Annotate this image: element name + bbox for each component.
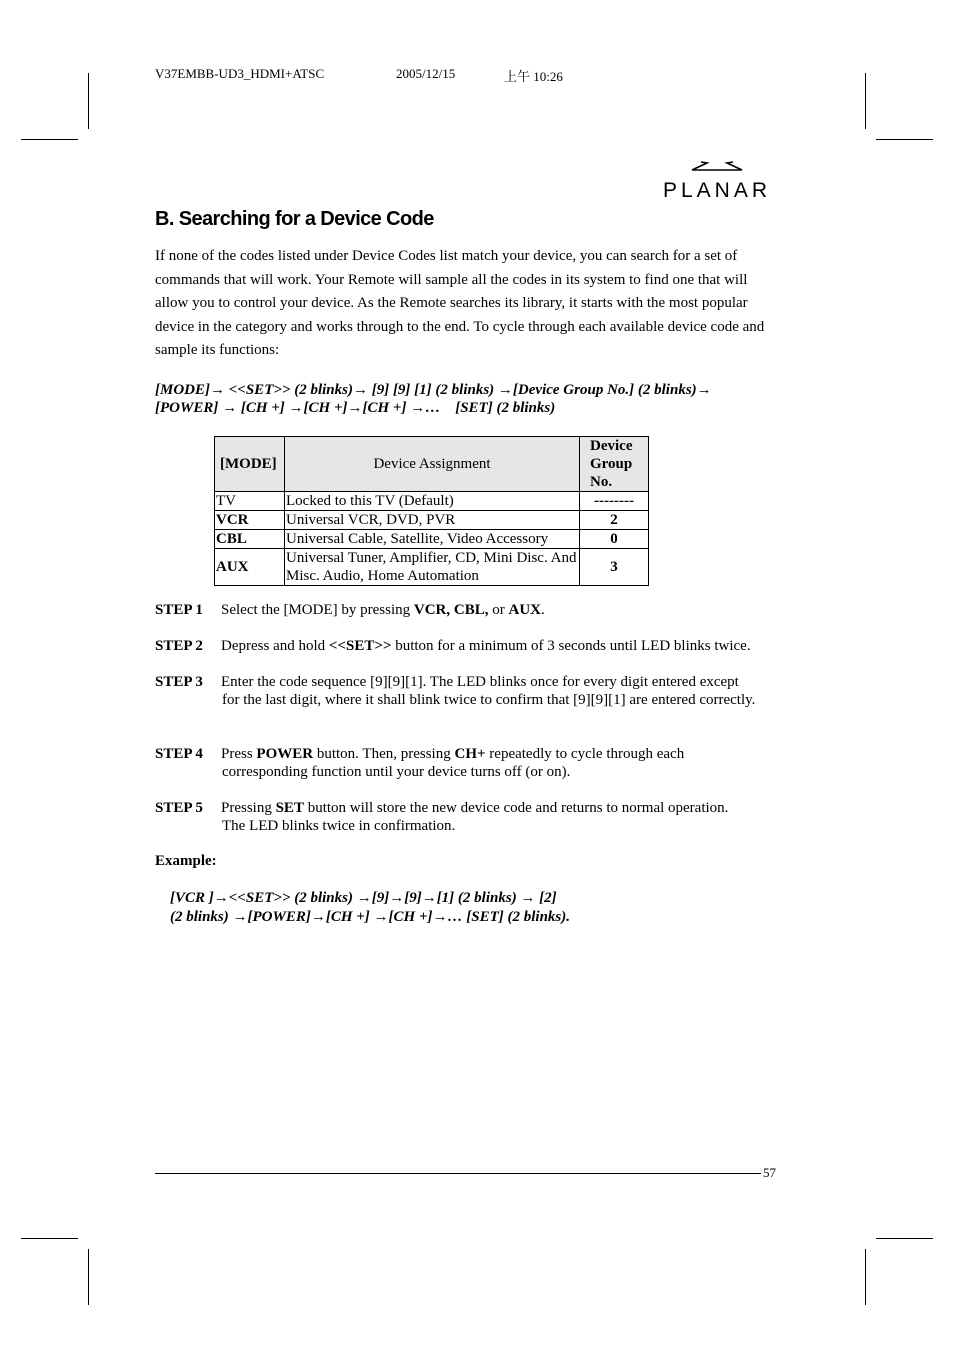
table-row <box>215 530 649 549</box>
step-continuation: The LED blinks twice in confirmation. <box>222 818 456 834</box>
step-label: STEP 4 <box>155 746 203 762</box>
sequence-line-2: [POWER] → [CH +] →[CH +]→[CH +] →… [SET] (2 blinks) <box>155 400 556 416</box>
step-5: STEP 5 Pressing SET button will store the new device code and returns to normal operation. The LED blinks twice in confirmation. <box>155 799 780 835</box>
step-label: STEP 1 <box>155 602 203 618</box>
header-group: Device Group No. <box>580 437 649 492</box>
step-label: STEP 2 <box>155 638 203 654</box>
step-3: STEP 3 Enter the code sequence [9][9][1]. The LED blinks once for every digit entered except for the last digit, where it shall blink twice to confirm that [9][9][1] are entered correctly. <box>155 673 780 709</box>
table-row <box>215 549 649 586</box>
crop-mark <box>876 1238 933 1239</box>
example-line-1: [VCR ]→<<SET>> (2 blinks) →[9]→[9]→[1] (2 blinks) → [2] <box>170 890 557 906</box>
intro-paragraph: If none of the codes listed under Device Codes list match your device, you can search for a set of commands that will work. Your Remote will sample all the codes in its system to find one that will allow you to control your device. As the Remote searches its library, it starts with the most popular device in the category and works through to the end. To cycle through each available device code and sample its functions: <box>155 248 765 358</box>
row-assignment: Universal Tuner, Amplifier, CD, Mini Disc. And Misc. Audio, Home Automation <box>285 549 580 586</box>
row-mode: VCR <box>215 511 285 530</box>
page-number: 57 <box>763 1165 776 1180</box>
crop-mark <box>865 1249 866 1305</box>
step-2: STEP 2 Depress and hold <<SET>> button for a minimum of 3 seconds until LED blinks twice. <box>155 638 751 654</box>
footer-rule <box>155 1173 761 1174</box>
row-group: 0 <box>580 530 649 549</box>
planar-logo-mark <box>655 160 779 200</box>
table-row <box>215 511 649 530</box>
step-continuation: corresponding function until your device turns off (or on). <box>222 764 571 780</box>
crop-mark <box>21 139 78 140</box>
row-group: 3 <box>580 549 649 586</box>
header-date: 2005/12/15 <box>396 66 456 81</box>
step-4: STEP 4 Press POWER button. Then, pressing CH+ repeatedly to cycle through each corresponding function until your device turns off (or on). <box>155 745 780 781</box>
table-row <box>215 492 649 511</box>
logo-text: PLANAR <box>662 179 772 200</box>
row-mode: CBL <box>215 530 285 549</box>
row-mode: AUX <box>215 549 285 586</box>
crop-mark <box>865 73 866 129</box>
step-1: STEP 1 Select the [MODE] by pressing VCR, CBL, or AUX. <box>155 602 545 618</box>
device-group-table <box>214 436 649 586</box>
crop-mark <box>876 139 933 140</box>
table-header-row <box>215 437 649 492</box>
example-label: Example: <box>155 853 217 869</box>
header-time: 上午 10:26 <box>504 69 563 84</box>
header-assignment: Device Assignment <box>285 437 580 492</box>
row-group: 2 <box>580 511 649 530</box>
header-doc-id: V37EMBB-UD3_HDMI+ATSC <box>155 66 325 81</box>
example-line-2: (2 blinks) →[POWER]→[CH +] →[CH +]→… [SET] (2 blinks). <box>170 909 571 925</box>
row-assignment: Locked to this TV (Default) <box>285 492 580 511</box>
header-mode: [MODE] <box>215 437 285 492</box>
row-assignment: Universal Cable, Satellite, Video Accessory <box>285 530 580 549</box>
step-label: STEP 3 <box>155 674 203 690</box>
section-title: B. Searching for a Device Code <box>155 208 434 230</box>
crop-mark <box>88 73 89 129</box>
row-group: -------- <box>580 492 649 511</box>
planar-logo <box>655 160 779 200</box>
row-assignment: Universal VCR, DVD, PVR <box>285 511 580 530</box>
crop-mark <box>21 1238 78 1239</box>
step-label: STEP 5 <box>155 800 203 816</box>
crop-mark <box>88 1249 89 1305</box>
sequence-line-1: [MODE]→ <<SET>> (2 blinks)→ [9] [9] [1] (2 blinks) →[Device Group No.] (2 blinks)→ <box>155 382 712 398</box>
row-mode: TV <box>215 492 285 511</box>
step-continuation: for the last digit, where it shall blink twice to confirm that [9][9][1] are entered correctly. <box>222 692 756 708</box>
